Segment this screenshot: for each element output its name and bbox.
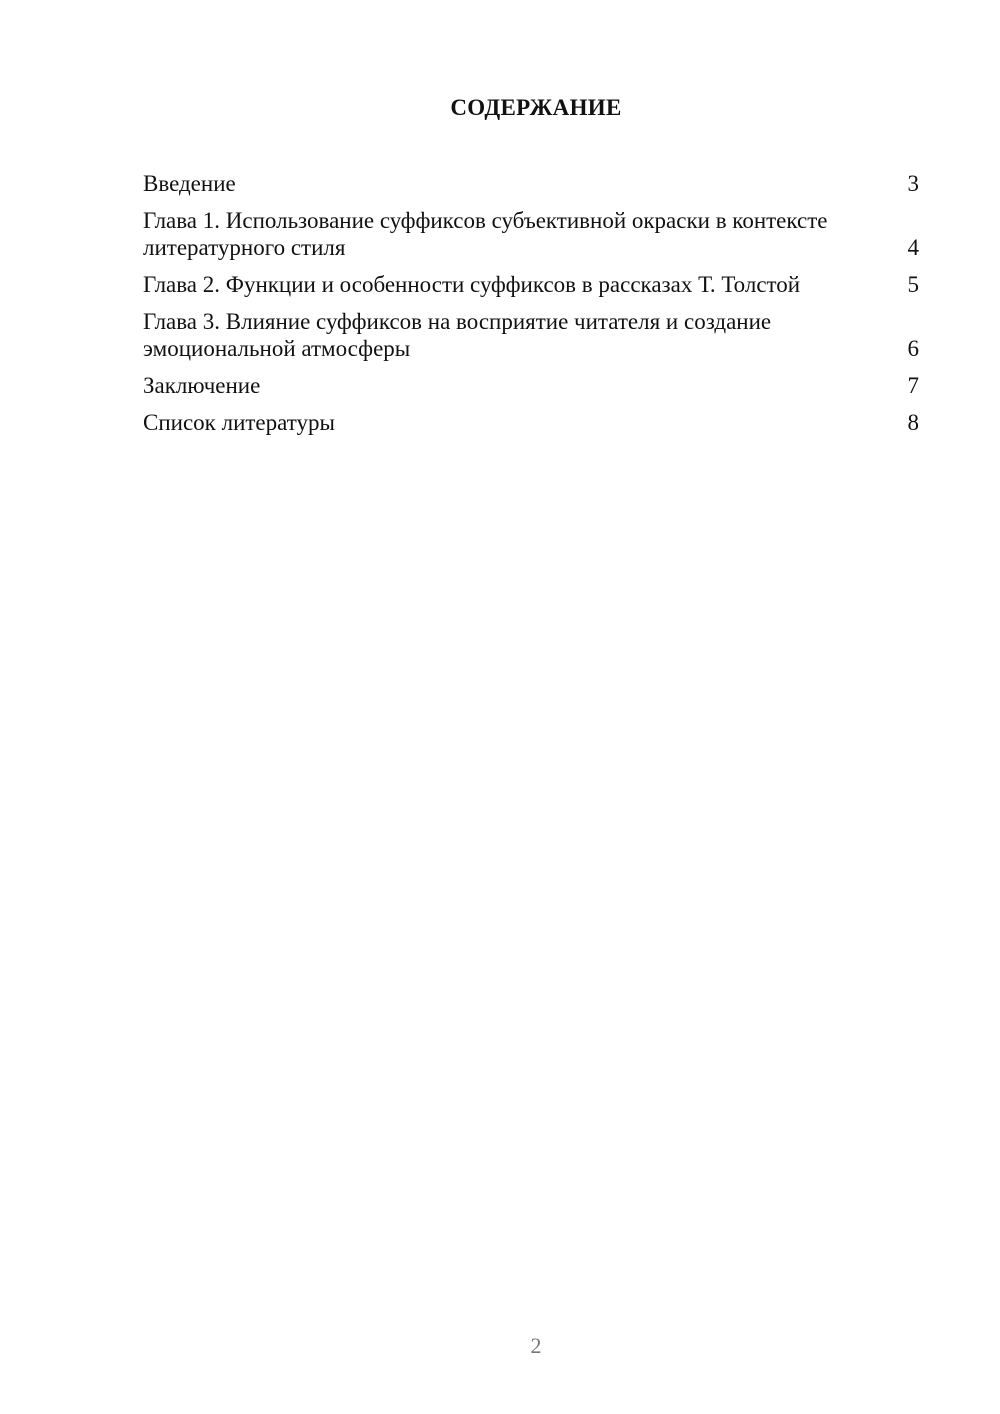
toc-entry-chapter-3 <box>143 308 919 362</box>
toc-entry-title: Глава 2. Функции и особенности суффиксов в рассказах Т. Толстой <box>143 272 801 297</box>
toc-entry-page: 7 <box>907 373 919 398</box>
toc-entry-introduction <box>143 170 919 197</box>
toc-entry-title: Глава 3. Влияние суффиксов на восприятие читателя и создание эмоциональной атмосферы <box>143 309 772 361</box>
toc-entry-chapter-1 <box>143 207 919 261</box>
toc-entry-bibliography <box>143 409 919 436</box>
toc-entry-conclusion <box>143 372 919 399</box>
page-number: 2 <box>530 1333 542 1358</box>
toc-entry-title: Заключение <box>143 373 261 398</box>
toc-entry-page: 6 <box>907 336 919 361</box>
toc-entry-page: 5 <box>907 272 919 297</box>
toc-entry-chapter-2 <box>143 271 919 298</box>
toc-entry-title: Глава 1. Использование суффиксов субъективной окраски в контексте литературного стиля <box>143 208 828 260</box>
toc-entry-page: 3 <box>907 171 919 196</box>
toc-entry-title: Список литературы <box>143 410 335 435</box>
toc-entry-page: 4 <box>907 235 919 260</box>
page-title: СОДЕРЖАНИЕ <box>450 95 622 120</box>
toc-entry-page: 8 <box>907 410 919 435</box>
table-of-contents <box>143 170 919 446</box>
toc-entry-title: Введение <box>143 171 236 196</box>
